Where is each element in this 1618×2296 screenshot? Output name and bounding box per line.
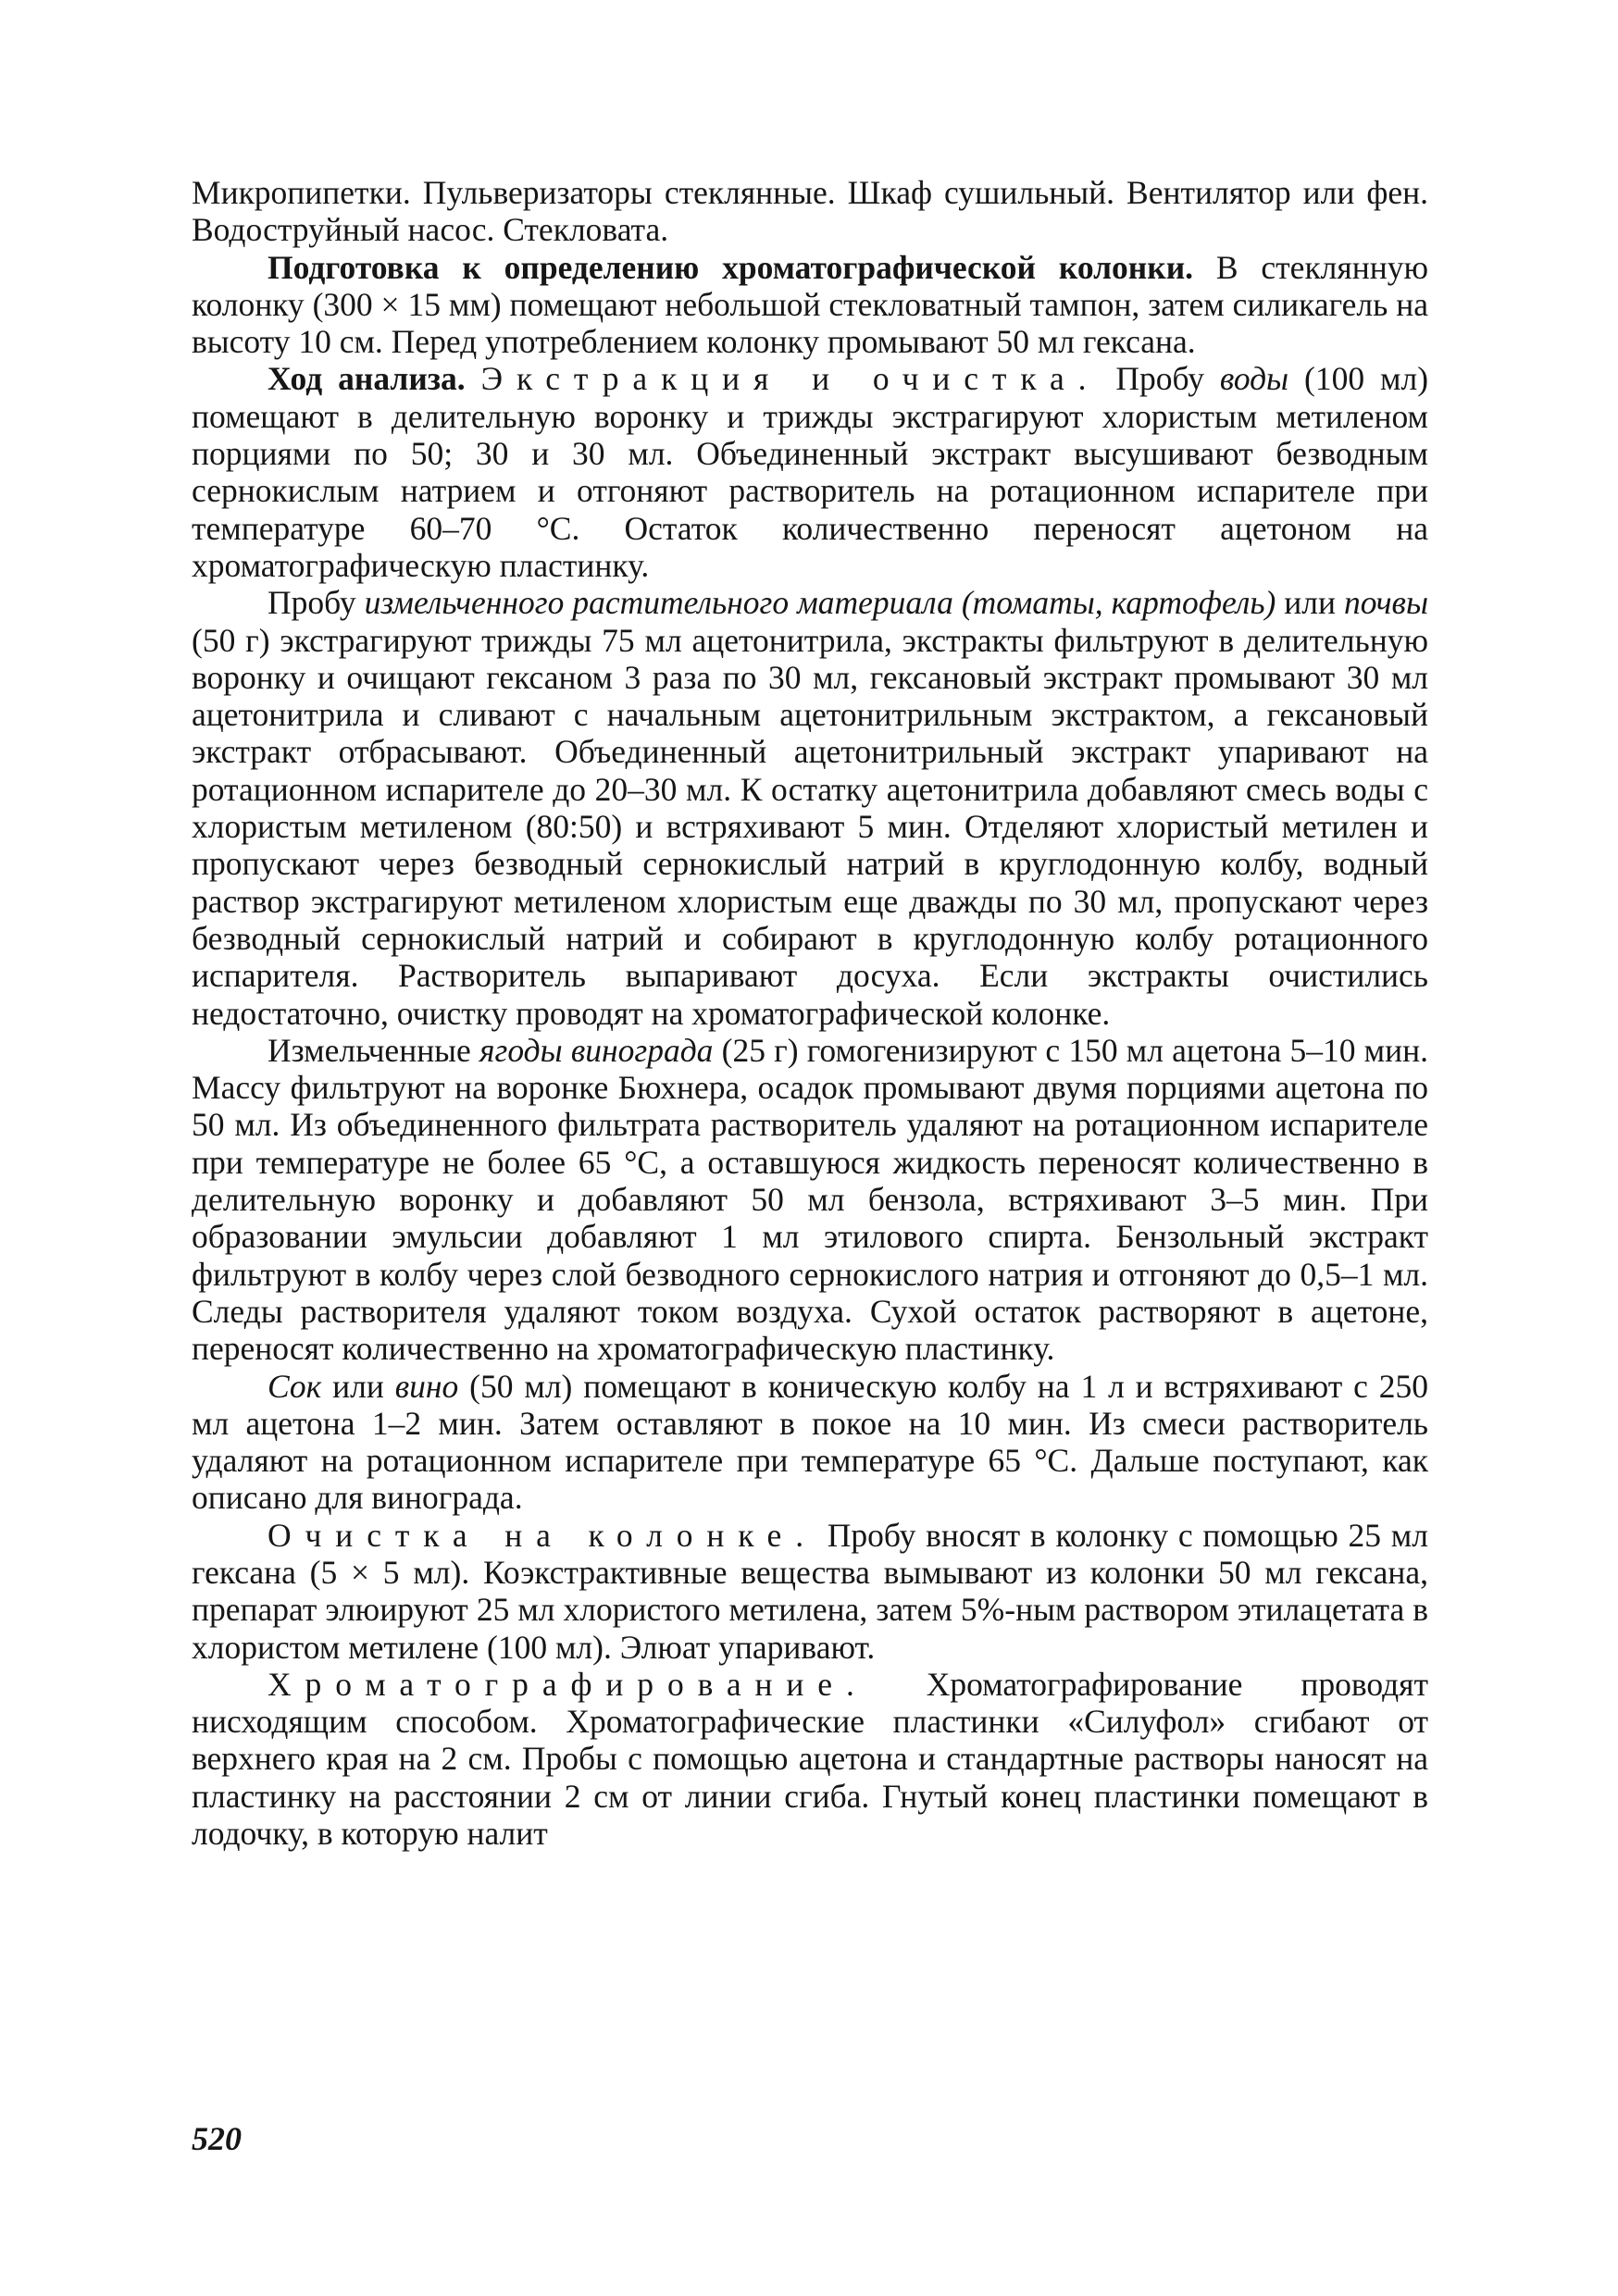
body-text: Пробу вносят в колонку с помощью 25 мл гексана (5 × 5 мл). Коэкстрактивные вещества вымывают из колонки 50 мл гексана, препарат элюируют 25 мл хлористого метилена, затем 5%-ным раствором этилацетата в хлористом метилене (100 мл). Элюат упаривают.	[192, 1516, 1428, 1666]
body-text: Пробу	[268, 584, 365, 622]
paragraph-p0	[192, 174, 1428, 249]
body-text: (50 г) экстрагируют трижды 75 мл ацетонитрила, экстракты фильтруют в делительную воронку и очищают гексаном 3 раза по 30 мл, гексановый экстракт промывают 30 мл ацетонитрила и сливают с начальным ацетонитрильным экстрактом, а гексановый экстракт отбрасывают. Объединенный ацетонитрильный экстракт упаривают на ротационном испарителе до 20–30 мл. К остатку ацетонитрила добавляют смесь воды с хлористым метиленом (80:50) и встряхивают 5 мин. Отделяют хлористый метилен и пропускают через безводный сернокислый натрий в круглодонную колбу, водный раствор экстрагируют метиленом хлористым еще дважды по 30 мл, пропускают через безводный сернокислый натрий и собирают в круглодонную колбу ротационного испарителя. Растворитель выпаривают досуха. Если экстракты очистились недостаточно, очистку проводят на хроматографической колонке.	[192, 621, 1428, 1032]
emphasis-text: Сок	[268, 1367, 322, 1405]
body-text: Измельченные	[268, 1031, 479, 1069]
spaced-subheading: Хроматографирование.	[268, 1665, 868, 1703]
paragraph-p4	[192, 1032, 1428, 1368]
emphasis-text: вино	[394, 1367, 459, 1405]
section-heading: Подготовка к определению хроматографической колонки.	[268, 248, 1194, 286]
body-text: Пробу	[1100, 360, 1220, 398]
paragraph-p7	[192, 1666, 1428, 1852]
body-text: или	[321, 1367, 395, 1405]
paragraph-p2	[192, 360, 1428, 584]
body-text: или	[1276, 584, 1345, 622]
paragraph-p3	[192, 584, 1428, 1032]
body-text: Микропипетки. Пульверизаторы стеклянные. Шкаф сушильный. Вентилятор или фен. Водоструйный насос. Стекловата.	[192, 174, 1428, 249]
spaced-subheading: Экстракция и очистка.	[480, 360, 1101, 398]
body-text	[466, 360, 481, 397]
page-number: 520	[192, 2120, 242, 2157]
section-heading: Ход анализа.	[268, 360, 466, 398]
spaced-subheading: Очистка на колонке.	[268, 1516, 817, 1554]
paragraph-p1	[192, 249, 1428, 361]
emphasis-text: измельченного растительного материала (томаты, картофель)	[364, 584, 1276, 622]
emphasis-text: ягоды винограда	[479, 1031, 714, 1069]
body-text: (50 мл) помещают в коническую колбу на 1 л и встряхивают с 250 мл ацетона 1–2 мин. Затем оставляют в покое на 10 мин. Из смеси растворитель удаляют на ротационном испарителе при температуре 65 °С. Дальше поступают, как описано для винограда.	[192, 1367, 1428, 1517]
body-text: В стеклянную колонку (300 × 15 мм) помещают небольшой стекловатный тампон, затем силикагель на высоту 10 см. Перед употреблением колонку промывают 50 мл гексана.	[192, 248, 1428, 361]
body-text: Хроматографирование проводят нисходящим способом. Хроматографические пластинки «Силуфол» сгибают от верхнего края на 2 см. Пробы с помощью ацетона и стандартные растворы наносят на пластинку на расстоянии 2 см от линии сгиба. Гнутый конец пластинки помещают в лодочку, в которую налит	[192, 1665, 1428, 1853]
emphasis-text: почвы	[1344, 584, 1428, 622]
body-text: (100 мл) помещают в делительную воронку и трижды экстрагируют хлористым метиленом порциями по 50; 30 и 30 мл. Объединенный экстракт высушивают безводным сернокислым натрием и отгоняют растворитель на ротационном испарителе при температуре 60–70 °С. Остаток количественно переносят ацетоном на хроматографическую пластинку.	[192, 360, 1429, 584]
paragraph-p5	[192, 1368, 1428, 1517]
paragraph-p6	[192, 1517, 1428, 1666]
emphasis-text: воды	[1219, 360, 1289, 398]
page-body	[192, 174, 1428, 1852]
body-text: (25 г) гомогенизируют с 150 мл ацетона 5–10 мин. Массу фильтруют на воронке Бюхнера, осадок промывают двумя порциями ацетона по 50 мл. Из объединенного фильтрата растворитель удаляют на ротационном испарителе при температуре не более 65 °С, а оставшуюся жидкость переносят количественно в делительную воронку и добавляют 50 мл бензола, встряхивают 3–5 мин. При образовании эмульсии добавляют 1 мл этилового спирта. Бензольный экстракт фильтруют в колбу через слой безводного сернокислого натрия и отгоняют до 0,5–1 мл. Следы растворителя удаляют током воздуха. Сухой остаток растворяют в ацетоне, переносят количественно на хроматографическую пластинку.	[192, 1031, 1428, 1368]
